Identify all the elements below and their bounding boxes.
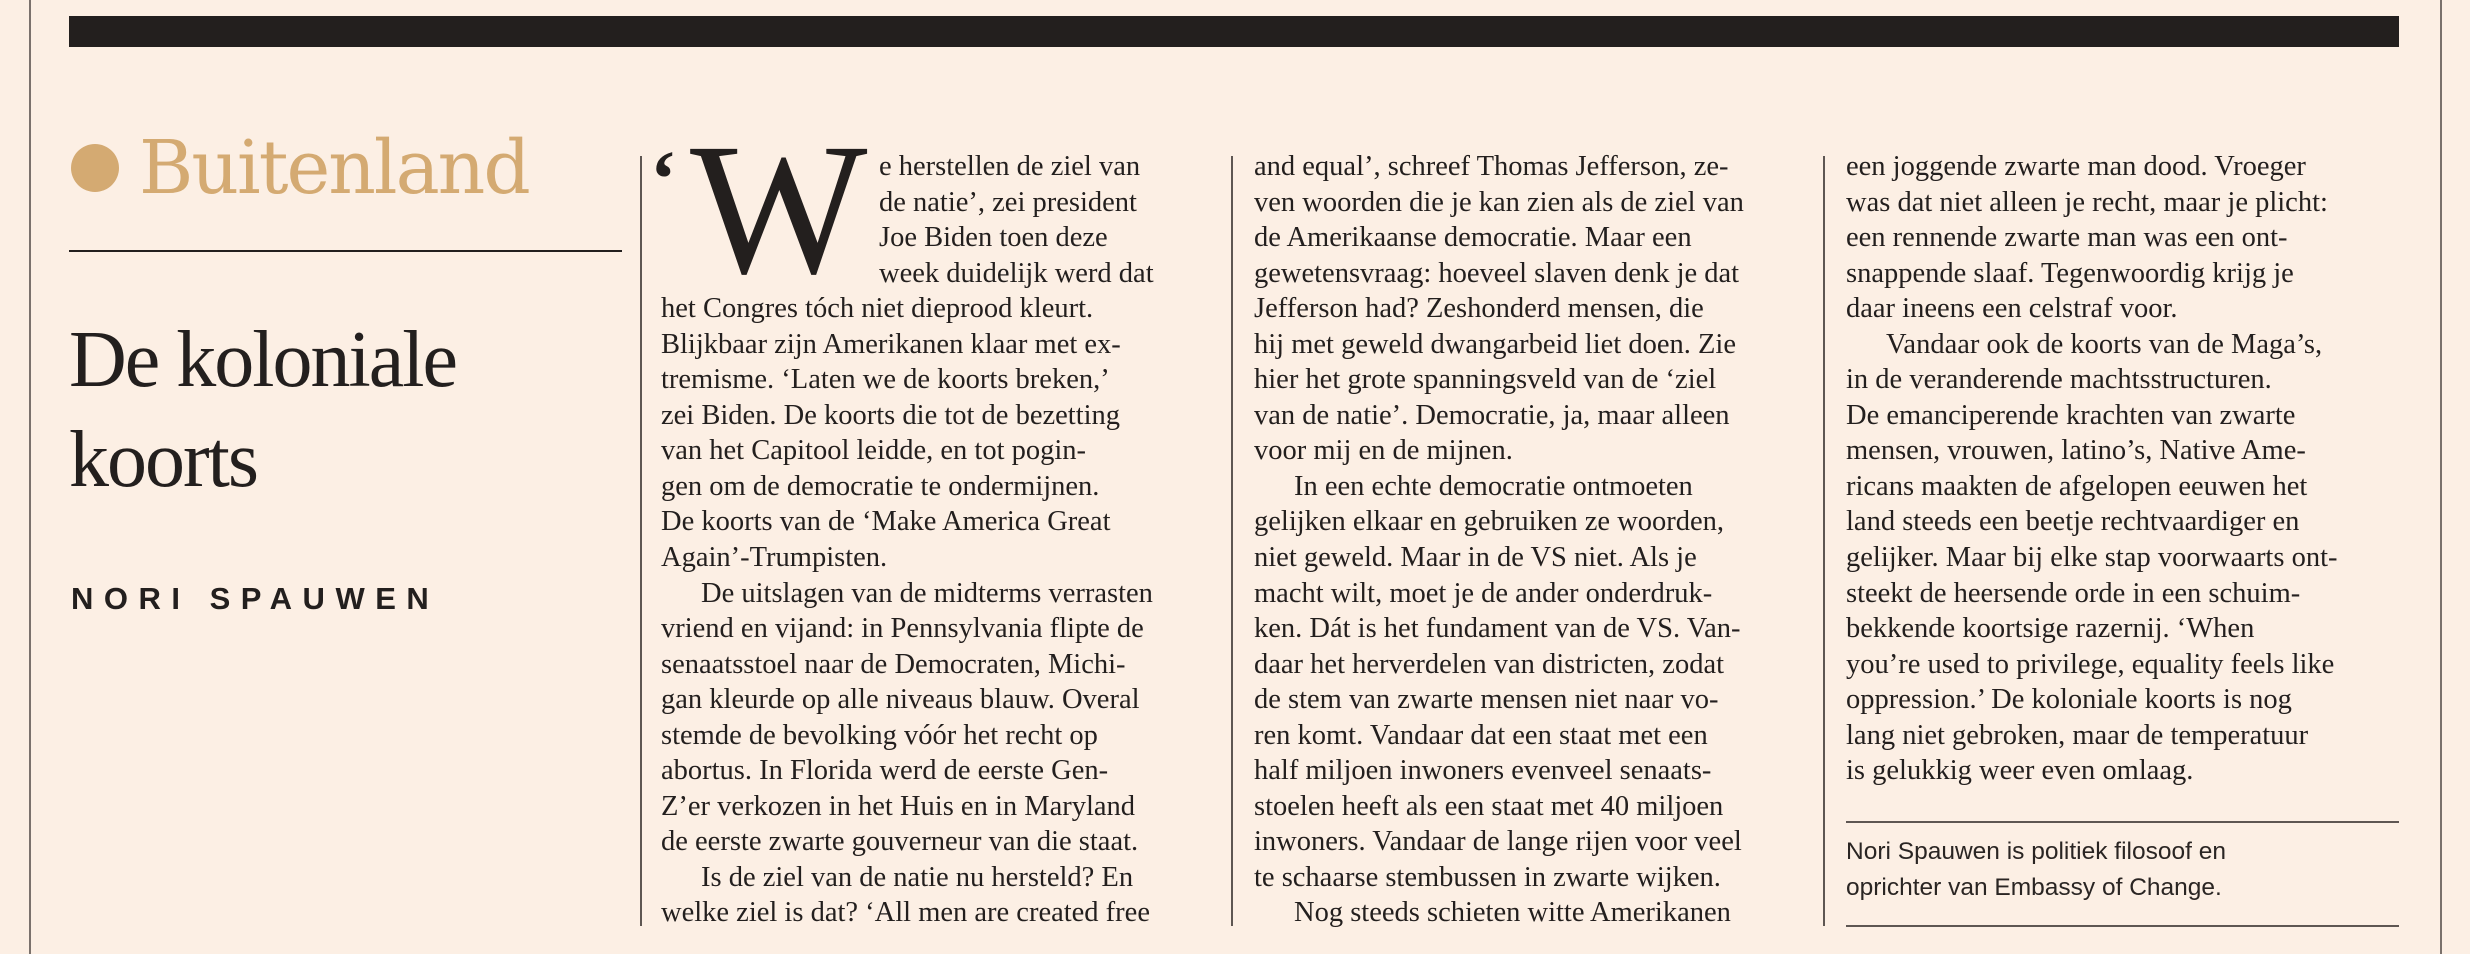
body-text-line: ricans maakten de afgelopen eeuwen het (1846, 470, 2308, 502)
headline-line-1: De koloniale (69, 316, 456, 404)
body-text-line: de Amerikaanse democratie. Maar een (1254, 222, 1692, 254)
body-text-line: vriend en vijand: in Pennsylvania flipte de (661, 613, 1144, 645)
author-byline: NORI SPAUWEN (71, 581, 440, 616)
page-right-border (2440, 0, 2442, 954)
body-text-line: Joe Biden toen deze (879, 222, 1108, 254)
body-text-line: daar ineens een celstraf voor. (1846, 293, 2178, 325)
body-text-line: Z’er verkozen in het Huis en in Maryland (661, 790, 1136, 822)
body-text-line: half miljoen inwoners evenveel senaats- (1254, 755, 1712, 787)
body-text-line: ren komt. Vandaar dat een staat met een (1254, 719, 1708, 751)
body-column-1 (661, 149, 1154, 931)
body-text-line: snappende slaaf. Tegenwoordig krijg je (1846, 257, 2294, 289)
bio-top-rule (1846, 821, 2399, 823)
body-text-line: Nog steeds schieten witte Amerikanen (1294, 897, 1731, 929)
body-text-line: Again’-Trumpisten. (661, 542, 888, 574)
body-text-line: stoelen heeft als een staat met 40 miljoen (1254, 790, 1724, 822)
body-text-line: inwoners. Vandaar de lange rijen voor veel (1254, 826, 1742, 858)
column-divider (1231, 156, 1233, 926)
body-text-line: gan kleurde op alle niveaus blauw. Overal (661, 684, 1140, 716)
body-text-line: gen om de democratie te ondermijnen. (661, 470, 1100, 502)
body-text-line: de stem van zwarte mensen niet naar vo- (1254, 684, 1719, 716)
body-text-line: is gelukkig weer even omlaag. (1846, 755, 2194, 787)
body-text-line: e herstellen de ziel van (879, 151, 1141, 182)
body-text-line: daar het herverdelen van districten, zodat (1254, 648, 1725, 680)
top-black-bar (69, 16, 2399, 47)
body-text-line: oppression.’ De koloniale koorts is nog (1846, 684, 2292, 716)
body-text-line: een joggende zwarte man dood. Vroeger (1846, 151, 2306, 182)
body-text-line: steekt de heersende orde in een schuim- (1846, 577, 2301, 609)
body-text-line: bekkende koortsige razernij. ‘When (1846, 613, 2255, 645)
bio-line-1: Nori Spauwen is politiek filosoof en (1846, 838, 2226, 865)
section-header (71, 125, 529, 211)
body-text-line: niet geweld. Maar in de VS niet. Als je (1254, 542, 1697, 574)
body-text-line: gelijker. Maar bij elke stap voorwaarts ont- (1846, 542, 2338, 574)
bio-bottom-rule (1846, 925, 2399, 927)
body-text-line: gelijken elkaar en gebruiken ze woorden, (1254, 506, 1725, 538)
body-text-line: ken. Dát is het fundament van de VS. Van- (1254, 613, 1741, 645)
headline-line-2: koorts (69, 416, 257, 504)
body-text-line: stemde de bevolking vóór het recht op (661, 719, 1098, 751)
body-text-line: van het Capitool leidde, en tot pogin- (661, 435, 1087, 467)
body-text-line: van de natie’. Democratie, ja, maar alleen (1254, 399, 1730, 431)
body-text-line: zei Biden. De koorts die tot de bezetting (661, 399, 1121, 431)
body-text-line: Is de ziel van de natie nu hersteld? En (701, 861, 1134, 893)
body-text-line: de eerste zwarte gouverneur van die staat. (661, 826, 1139, 858)
body-text-line: welke ziel is dat? ‘All men are created free (661, 897, 1150, 929)
body-text-line: lang niet gebroken, maar de temperatuur (1846, 719, 2309, 751)
dropcap-letter: W (690, 104, 868, 313)
body-text-line: hij met geweld dwangarbeid liet doen. Zie (1254, 328, 1736, 360)
body-text-line: mensen, vrouwen, latino’s, Native Ame- (1846, 435, 2306, 467)
body-text-line: in de veranderende machtsstructuren. (1846, 364, 2272, 396)
body-text-line: tremisme. ‘Laten we de koorts breken,’ (661, 364, 1110, 396)
body-text-line: week duidelijk werd dat (879, 257, 1154, 289)
bio-line-2: oprichter van Embassy of Change. (1846, 874, 2222, 901)
body-text-line: In een echte democratie ontmoeten (1294, 470, 1693, 502)
body-text-line: De emanciperende krachten van zwarte (1846, 399, 2296, 431)
body-text-line: hier het grote spanningsveld van de ‘ziel (1254, 364, 1717, 396)
body-text-line: you’re used to privilege, equality feels like (1846, 648, 2335, 680)
article-headline (69, 310, 456, 510)
body-text-line: ven woorden die je kan zien als de ziel van (1254, 186, 1744, 218)
body-text-line: gewetensvraag: hoeveel slaven denk je dat (1254, 257, 1740, 289)
body-column-2 (1254, 149, 1744, 931)
body-text-line: macht wilt, moet je de ander onderdruk- (1254, 577, 1713, 609)
body-text-line: te schaarse stembussen in zwarte wijken. (1254, 861, 1721, 893)
body-text-line: de natie’, zei president (879, 186, 1137, 218)
section-label: Buitenland (139, 125, 529, 211)
dropcap-quote: ‘ (650, 136, 677, 224)
body-text-line: and equal’, schreef Thomas Jefferson, ze- (1254, 151, 1729, 182)
section-divider (69, 250, 622, 252)
body-column-3 (1846, 149, 2337, 789)
body-text-line: land steeds een beetje rechtvaardiger en (1846, 506, 2300, 538)
page-left-border (29, 0, 31, 954)
body-text-line: Blijkbaar zijn Amerikanen klaar met ex- (661, 328, 1121, 360)
body-text-line: De uitslagen van de midterms verrasten (701, 577, 1153, 609)
body-text-line: een rennende zwarte man was een ont- (1846, 222, 2288, 254)
body-text-line: abortus. In Florida werd de eerste Gen- (661, 755, 1109, 787)
section-dot-icon (71, 144, 119, 192)
column-divider (640, 156, 642, 926)
author-bio (1846, 834, 2226, 906)
body-text-line: Jefferson had? Zeshonderd mensen, die (1254, 293, 1704, 325)
column-divider (1823, 156, 1825, 926)
body-text-line: senaatsstoel naar de Democraten, Michi- (661, 648, 1126, 680)
body-text-line: De koorts van de ‘Make America Great (661, 506, 1111, 538)
body-text-line: voor mij en de mijnen. (1254, 435, 1513, 467)
body-text-line: het Congres tóch niet dieprood kleurt. (661, 293, 1094, 325)
body-text-line: was dat niet alleen je recht, maar je plicht: (1846, 186, 2328, 218)
body-text-line: Vandaar ook de koorts van de Maga’s, (1886, 328, 2323, 360)
